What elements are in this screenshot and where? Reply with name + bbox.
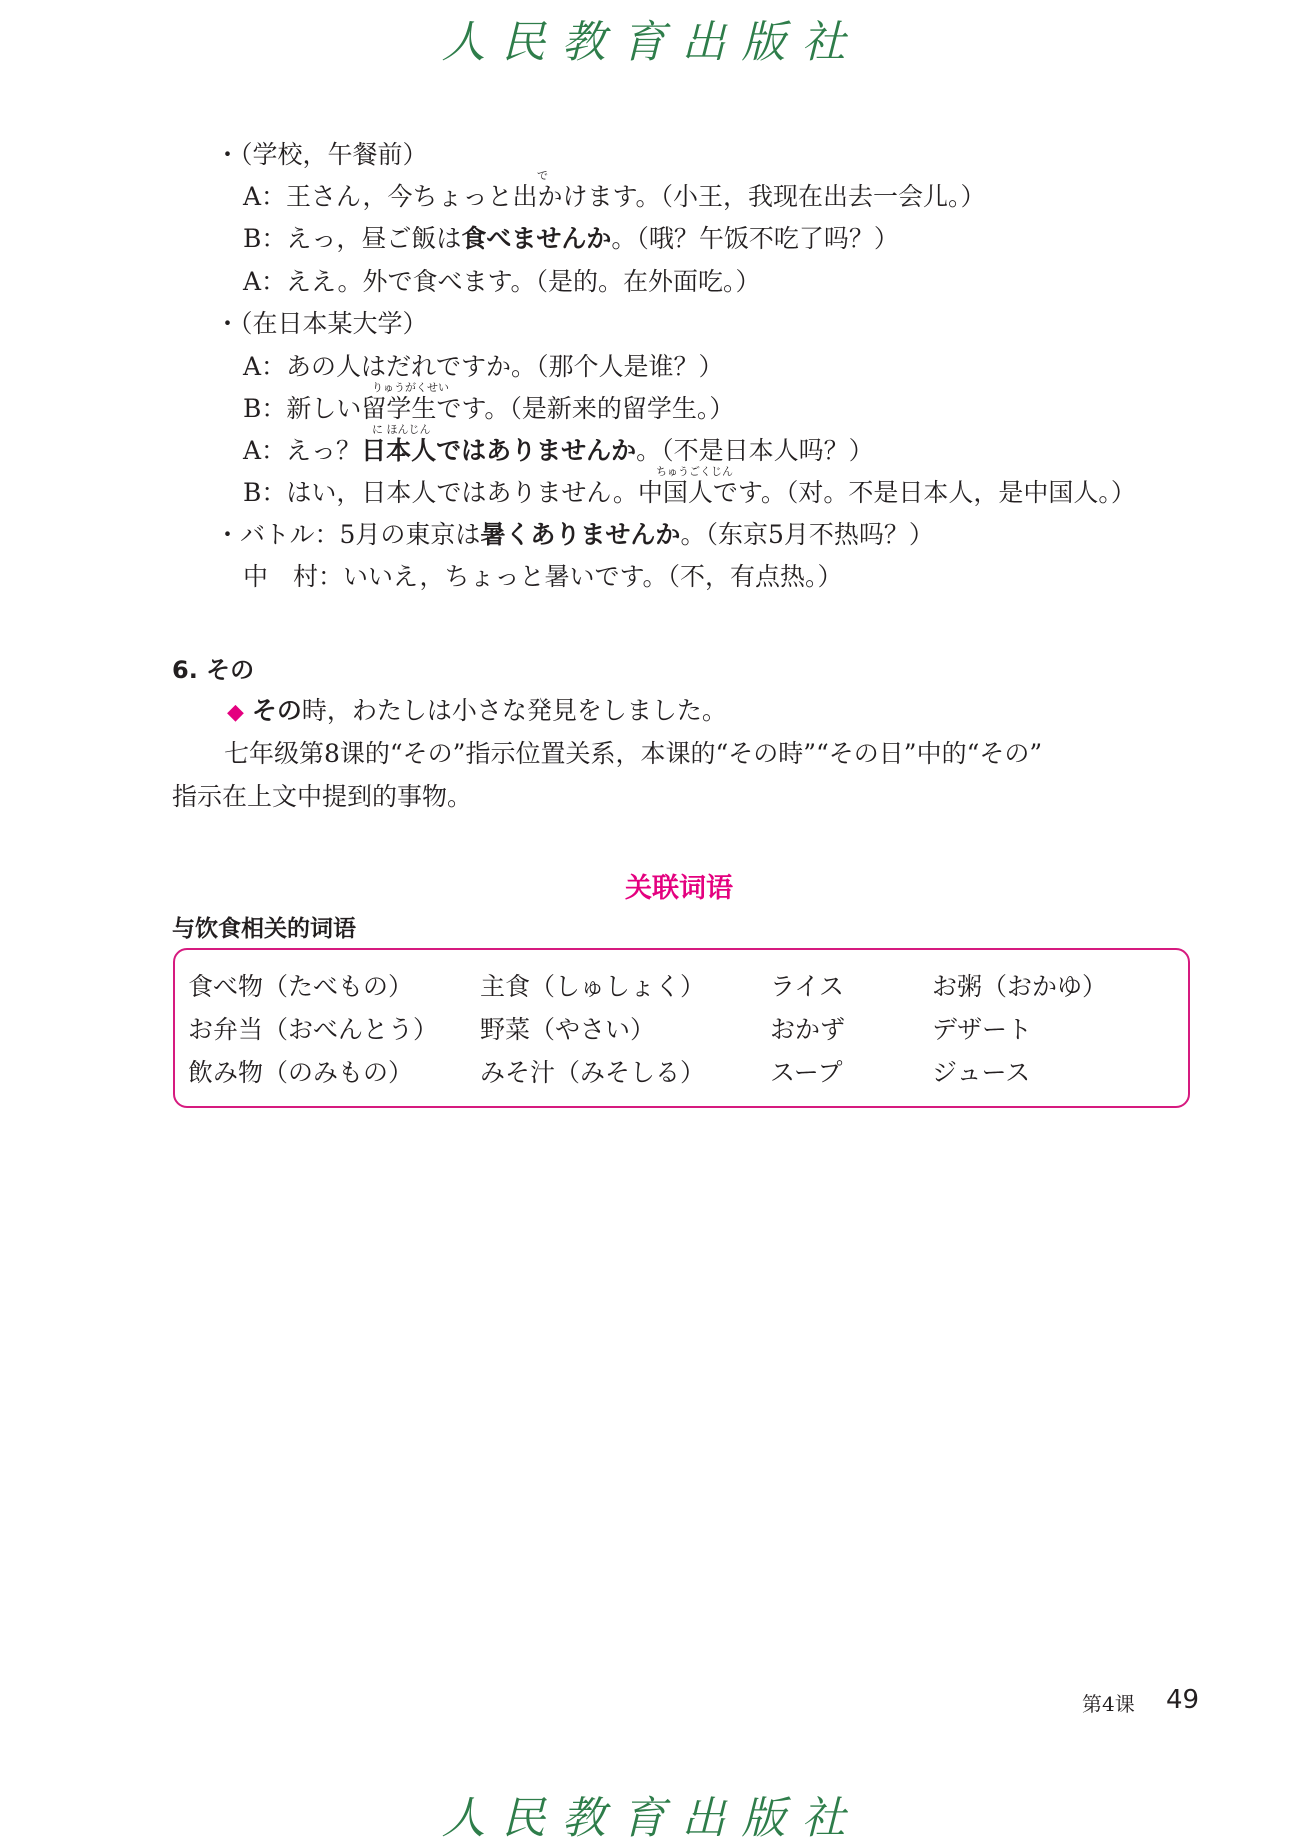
publisher-logo-bottom: 人民教育出版社 (441, 1793, 862, 1844)
vocab-item: お弁当（おべんとう） (188, 1015, 439, 1044)
vocab-item: ライス (770, 972, 845, 1001)
dialogue-line: A：ええ。外で食べます。（是的。在外面吃。） (243, 267, 761, 296)
vocab-item: デザート (932, 1015, 1033, 1044)
furigana: に ほんじん (372, 423, 431, 436)
page-number: 49 (1166, 1685, 1200, 1715)
furigana: で (537, 169, 548, 182)
dialogue-text: 。（哦？午饭不吃了吗？） (611, 224, 899, 253)
dialogue-text: ・バトル：5月の東京は (215, 520, 481, 549)
context-line: ・（在日本某大学） (215, 309, 428, 338)
dialogue-line: A：王さん，今ちょっと出かけます。（小王，我现在出去一会儿。） (243, 182, 986, 211)
dialogue-text: 。（东京5月不热吗？） (680, 520, 934, 549)
dialogue-line (215, 518, 934, 552)
vocab-item: 飲み物（のみもの） (188, 1058, 414, 1087)
vocab-item: お粥（おかゆ） (932, 972, 1108, 1001)
dialogue-line: 中 村：いいえ，ちょっと暑いです。（不，有点热。） (243, 562, 843, 591)
vocab-item: 食べ物（たべもの） (188, 972, 414, 1001)
related-words-heading: 关联词语 (625, 873, 733, 904)
publisher-logo-top: 人民教育出版社 (441, 17, 862, 68)
section-title: 6. その (172, 656, 255, 684)
dialogue-line: A：あの人はだれですか。（那个人是谁？） (243, 352, 724, 381)
grammar-highlight: 食べませんか (461, 224, 612, 253)
vocab-item: おかず (770, 1015, 846, 1044)
furigana: ちゅうごくじん (656, 465, 733, 478)
grammar-highlight: 暑くありませんか (480, 520, 681, 549)
dialogue-line: B：はい，日本人ではありません。中国人です。（对。不是日本人，是中国人。） (243, 478, 1136, 507)
furigana: りゅうがくせい (372, 381, 449, 394)
dialogue-text: A：えっ？ (243, 436, 362, 465)
diamond-icon: ◆ (227, 700, 244, 725)
vocab-item: みそ汁（みそしる） (480, 1058, 706, 1087)
vocab-item: 野菜（やさい） (480, 1015, 656, 1044)
explanation-line: 指示在上文中提到的事物。 (172, 782, 473, 811)
vocab-item: 主食（しゅしょく） (480, 972, 706, 1001)
context-line: ・（学校，午餐前） (215, 140, 428, 169)
dialogue-line: B：新しい留学生です。（是新来的留学生。） (243, 394, 735, 423)
vocab-item: スープ (770, 1058, 843, 1087)
dialogue-text: 。（不是日本人吗？） (636, 436, 874, 465)
grammar-highlight: 日本人ではありませんか (361, 436, 637, 465)
dialogue-line (243, 222, 899, 256)
example-sentence (227, 694, 727, 730)
example-text: 時，わたしは小さな発見をしました。 (301, 696, 727, 725)
explanation-line: 七年级第8课的“その”指示位置关系，本课的“その時”“その日”中的“その” (224, 739, 1043, 768)
dialogue-text: B：えっ，昼ご飯は (243, 224, 462, 253)
related-words-subheading: 与饮食相关的词语 (172, 916, 356, 942)
grammar-highlight: その (251, 696, 302, 725)
dialogue-line (243, 434, 874, 468)
vocab-item: ジュース (932, 1058, 1031, 1087)
lesson-label: 第4课 (1082, 1692, 1135, 1716)
